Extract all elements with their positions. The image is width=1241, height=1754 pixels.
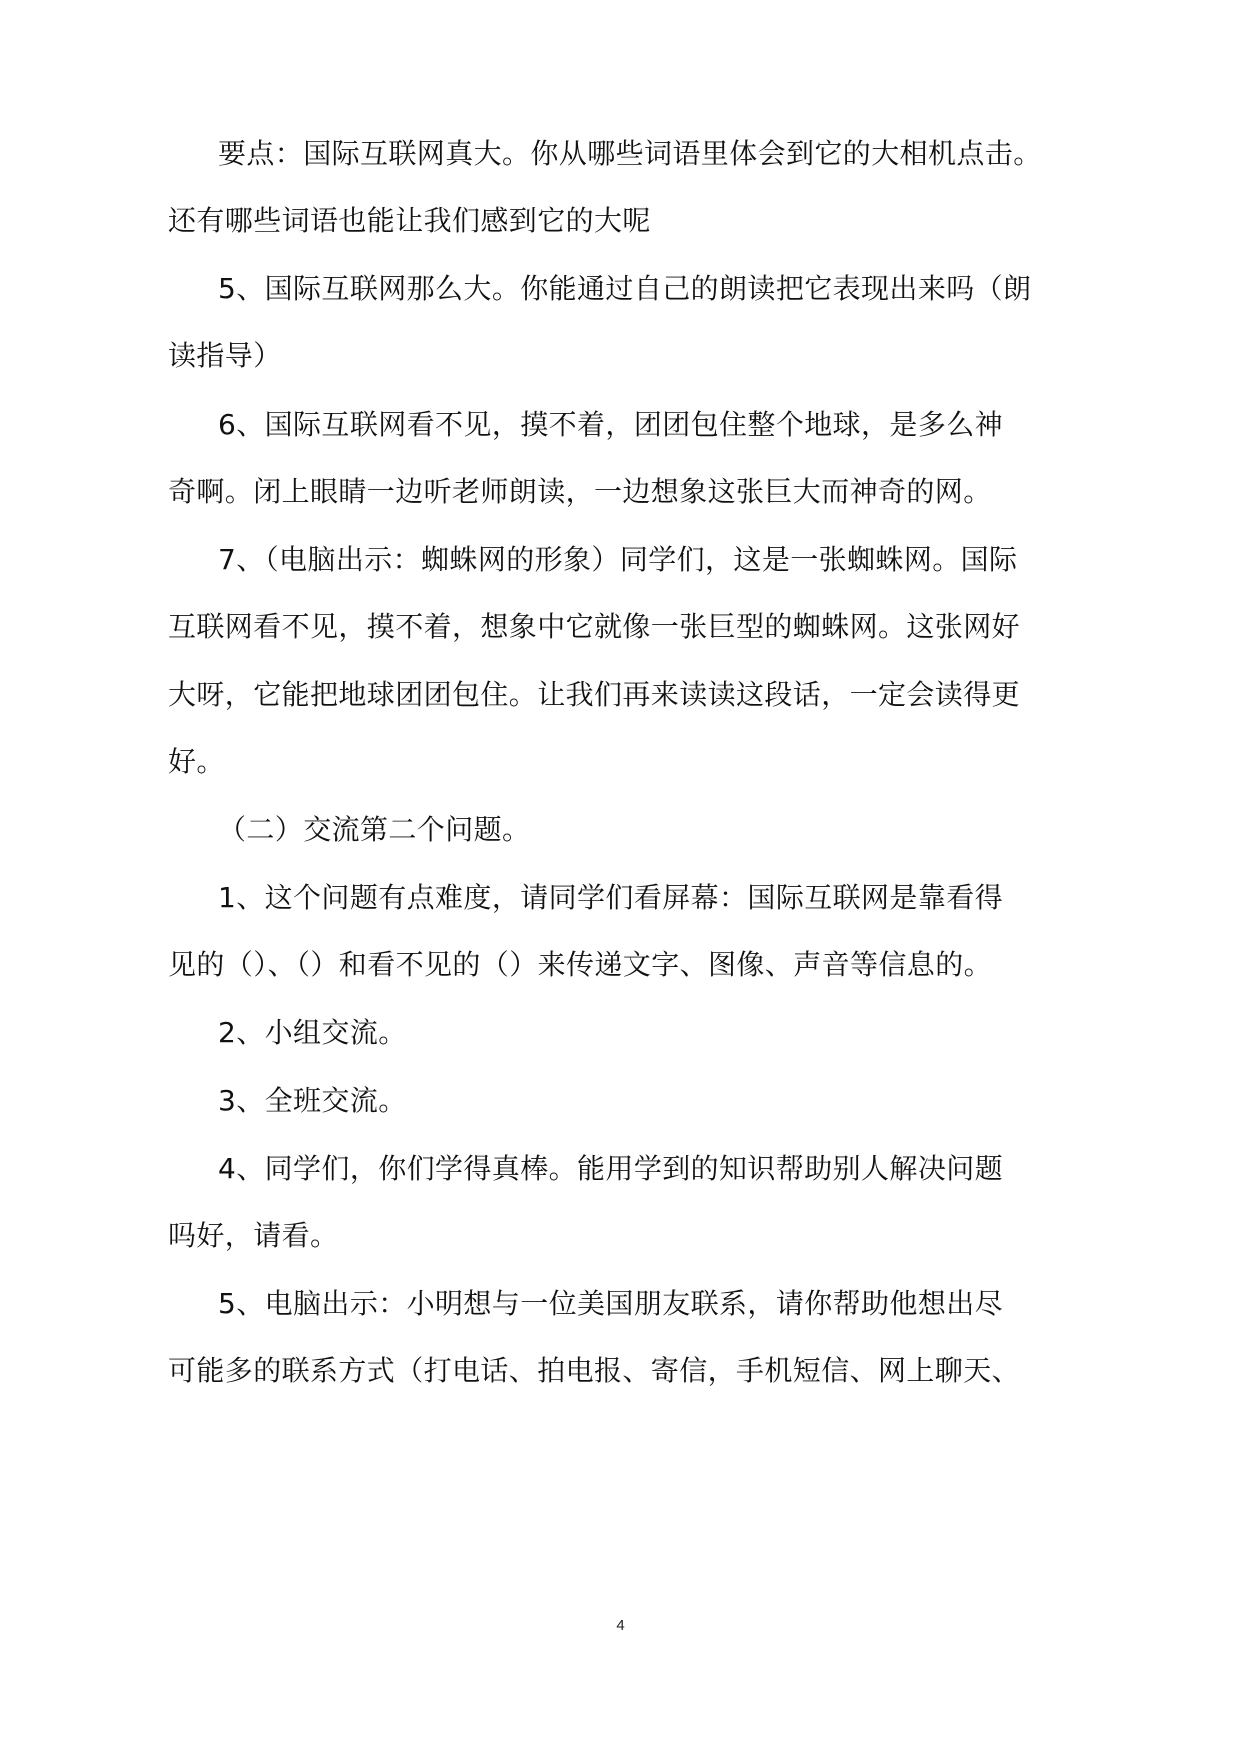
text-line — [0, 131, 1241, 177]
text-line — [0, 739, 1241, 785]
paragraph-text: 3、全班交流。 — [218, 1084, 407, 1117]
section-heading: （二）交流第二个问题。 — [218, 813, 531, 846]
paragraph-text: 2、小组交流。 — [218, 1016, 407, 1049]
text-line — [0, 1281, 1241, 1327]
text-line — [0, 537, 1241, 583]
paragraph-text: 可能多的联系方式（打电话、拍电报、寄信，手机短信、网上聊天、 — [168, 1354, 1021, 1387]
text-line — [0, 1213, 1241, 1259]
paragraph-text: 奇啊。闭上眼睛一边听老师朗读，一边想象这张巨大而神奇的网。 — [168, 475, 992, 508]
text-line — [0, 266, 1241, 312]
paragraph-text: 好。 — [168, 745, 225, 778]
text-line — [0, 604, 1241, 650]
paragraph-text: 1、这个问题有点难度，请同学们看屏幕：国际互联网是靠看得 — [218, 881, 1004, 914]
paragraph-text: 7、（电脑出示：蜘蛛网的形象）同学们，这是一张蜘蛛网。国际 — [218, 543, 1018, 576]
text-line — [0, 672, 1241, 718]
paragraph-text: 要点：国际互联网真大。你从哪些词语里体会到它的大相机点击。 — [218, 137, 1042, 170]
paragraph-text: 6、国际互联网看不见，摸不着，团团包住整个地球，是多么神 — [218, 408, 1004, 441]
text-line — [0, 1146, 1241, 1192]
paragraph-text: 大呀，它能把地球团团包住。让我们再来读读这段话，一定会读得更 — [168, 678, 1021, 711]
text-line — [0, 807, 1241, 853]
text-line — [0, 198, 1241, 244]
text-line — [0, 1010, 1241, 1056]
paragraph-text: 还有哪些词语也能让我们感到它的大呢 — [168, 204, 651, 237]
text-line — [0, 942, 1241, 988]
paragraph-text: 4、同学们，你们学得真棒。能用学到的知识帮助别人解决问题 — [218, 1152, 1004, 1185]
paragraph-text: 5、国际互联网那么大。你能通过自己的朗读把它表现出来吗（朗 — [218, 272, 1032, 305]
paragraph-text: 见的（）、（）和看不见的（）来传递文字、图像、声音等信息的。 — [168, 948, 993, 981]
text-line — [0, 1348, 1241, 1394]
paragraph-text: 互联网看不见，摸不着，想象中它就像一张巨型的蜘蛛网。这张网好 — [168, 610, 1021, 643]
text-line — [0, 469, 1241, 515]
paragraph-text: 读指导） — [168, 339, 282, 372]
paragraph-text: 5、电脑出示：小明想与一位美国朋友联系，请你帮助他想出尽 — [218, 1287, 1004, 1320]
paragraph-text: 吗好，请看。 — [168, 1219, 339, 1252]
text-line — [0, 1078, 1241, 1124]
page-number: 4 — [616, 1617, 625, 1634]
text-line — [0, 875, 1241, 921]
text-line — [0, 402, 1241, 448]
text-line — [0, 333, 1241, 379]
